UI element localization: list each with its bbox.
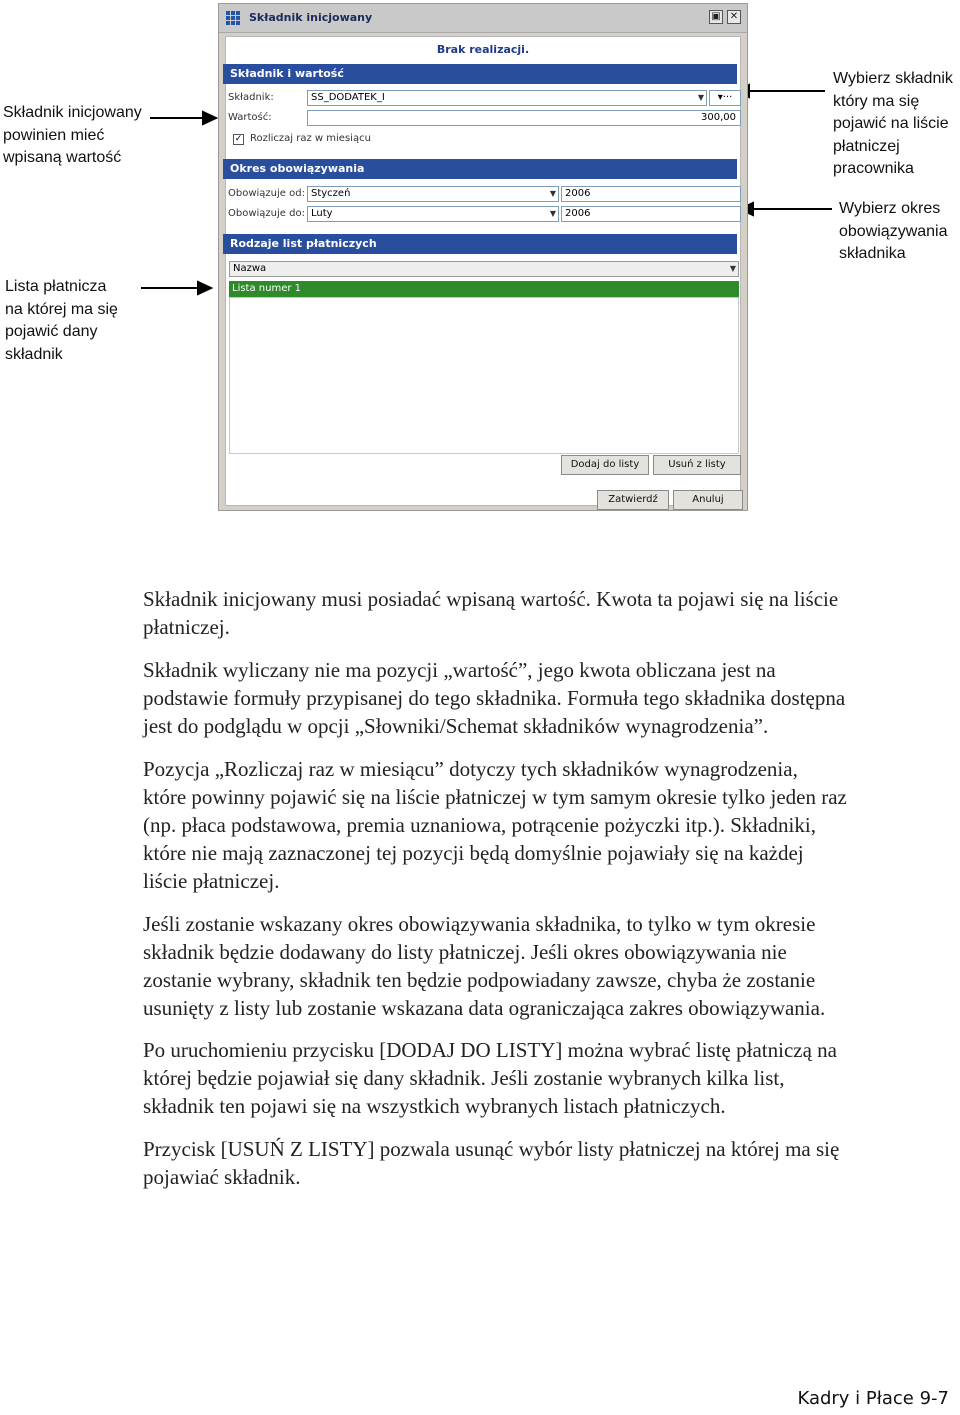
paragraph-calculated-component: Składnik wyliczany nie ma pozycji „wartość”, jego kwota obliczana jest na podstawie formuły przypisanej do tego składnika. Formuła tego składnika dostępna jest do podglądu w opcji „Słowniki/Schemat składników wynagrodzenia”. (143, 658, 846, 738)
component-label: Składnik: (228, 92, 274, 103)
dialog-title: Składnik inicjowany (249, 11, 373, 24)
valid-to-label: Obowiązuje do: (228, 208, 305, 219)
paragraph-remove-from-list: Przycisk [USUŃ Z LISTY] pozwala usunąć wybór listy płatniczej na której ma się pojawiać składnik. (143, 1137, 840, 1189)
valid-to-year-input[interactable] (561, 206, 741, 222)
list-item-label: Lista numer 1 (232, 283, 302, 294)
status-message: Brak realizacji. (436, 43, 530, 56)
component-value: SS_DODATEK_I (311, 92, 385, 103)
paragraph-monthly-settlement: Pozycja „Rozliczaj raz w miesiącu” dotyczy tych składników wynagrodzenia, które powinny pojawić się na liście płatniczej w tym samym okresie tylko jeden raz (np. płaca podstawowa, premia uznaniowa, potrącenie pożyczki itp.). Składniki, które nie mają zaznaczonej tej pozycji będą domyślnie pojawiały się na każdej liście płatniczej. (143, 757, 847, 893)
paragraph-initial-value: Składnik inicjowany musi posiadać wpisaną wartość. Kwota ta pojawi się na liście płatniczej. (143, 587, 839, 639)
page-footer: Kadry i Płace 9-7 (797, 1388, 949, 1409)
callout-initial-value: Składnik inicjowany powinien mieć wpisaną wartość (3, 104, 142, 166)
valid-to-year: 2006 (565, 208, 591, 219)
valid-to-month: Luty (311, 208, 333, 219)
payroll-list-header[interactable] (229, 261, 739, 277)
value-label: Wartość: (228, 112, 272, 123)
component-select[interactable] (307, 90, 707, 106)
list-item[interactable] (229, 281, 739, 297)
arrow-head (203, 112, 216, 124)
section-payroll-lists: Rodzaje list płatniczych (223, 234, 737, 254)
component-dialog (218, 3, 748, 511)
callout-payroll-list: Lista płatnicza na której ma się pojawić dany składnik (5, 278, 118, 363)
cancel-button[interactable]: Anuluj (673, 490, 743, 510)
section-validity-period: Okres obowiązywania (223, 159, 737, 179)
valid-from-month: Styczeń (311, 188, 351, 199)
add-to-list-button[interactable]: Dodaj do listy (561, 455, 649, 475)
valid-from-month-select[interactable] (307, 186, 559, 202)
close-icon[interactable]: ✕ (727, 10, 741, 24)
value-input[interactable] (307, 110, 741, 126)
valid-from-year: 2006 (565, 188, 591, 199)
paragraph-add-to-list: Po uruchomieniu przycisku [DODAJ DO LISTY] można wybrać listę płatniczą na której będzie pojawiał się dany składnik. Jeśli zostanie wybranych kilka list, składnik ten pojawi się na wszystkich wybranych listach płatniczych. (143, 1038, 837, 1118)
confirm-button[interactable]: Zatwierdź (597, 490, 669, 510)
dialog-titlebar (219, 4, 747, 33)
restore-icon[interactable]: ▣ (709, 10, 723, 24)
payroll-list-area[interactable] (229, 297, 739, 454)
callout-choose-component: Wybierz składnik który ma się pojawić na liście płatniczej pracownika (833, 70, 953, 177)
paragraph-validity-period: Jeśli zostanie wskazany okres obowiązywania składnika, to tylko w tym okresie składnik będzie dodawany do listy płatniczej. Jeśli okres obowiązywania nie zostanie wybrany, składnik ten będzie podpowiadany zawsze, chyba że zostanie usunięty z listy lub zostanie wskazana data ograniczająca zakres obowiązywania. (143, 912, 826, 1020)
arrow-head (198, 282, 211, 294)
valid-to-month-select[interactable] (307, 206, 559, 222)
callout-choose-period: Wybierz okres obowiązywania składnika (839, 200, 948, 262)
monthly-settlement-checkbox[interactable]: ✓ (234, 134, 243, 144)
value-amount: 300,00 (701, 112, 736, 123)
remove-from-list-button[interactable]: Usuń z listy (653, 455, 741, 475)
monthly-settlement-label: Rozliczaj raz w miesiącu (250, 133, 371, 144)
component-browse-button[interactable]: ▾··· (709, 90, 741, 106)
valid-from-year-input[interactable] (561, 186, 741, 202)
section-component-value: Składnik i wartość (223, 64, 737, 84)
app-grid-icon (226, 11, 240, 25)
valid-from-label: Obowiązuje od: (228, 188, 305, 199)
list-header-name: Nazwa (233, 263, 267, 274)
